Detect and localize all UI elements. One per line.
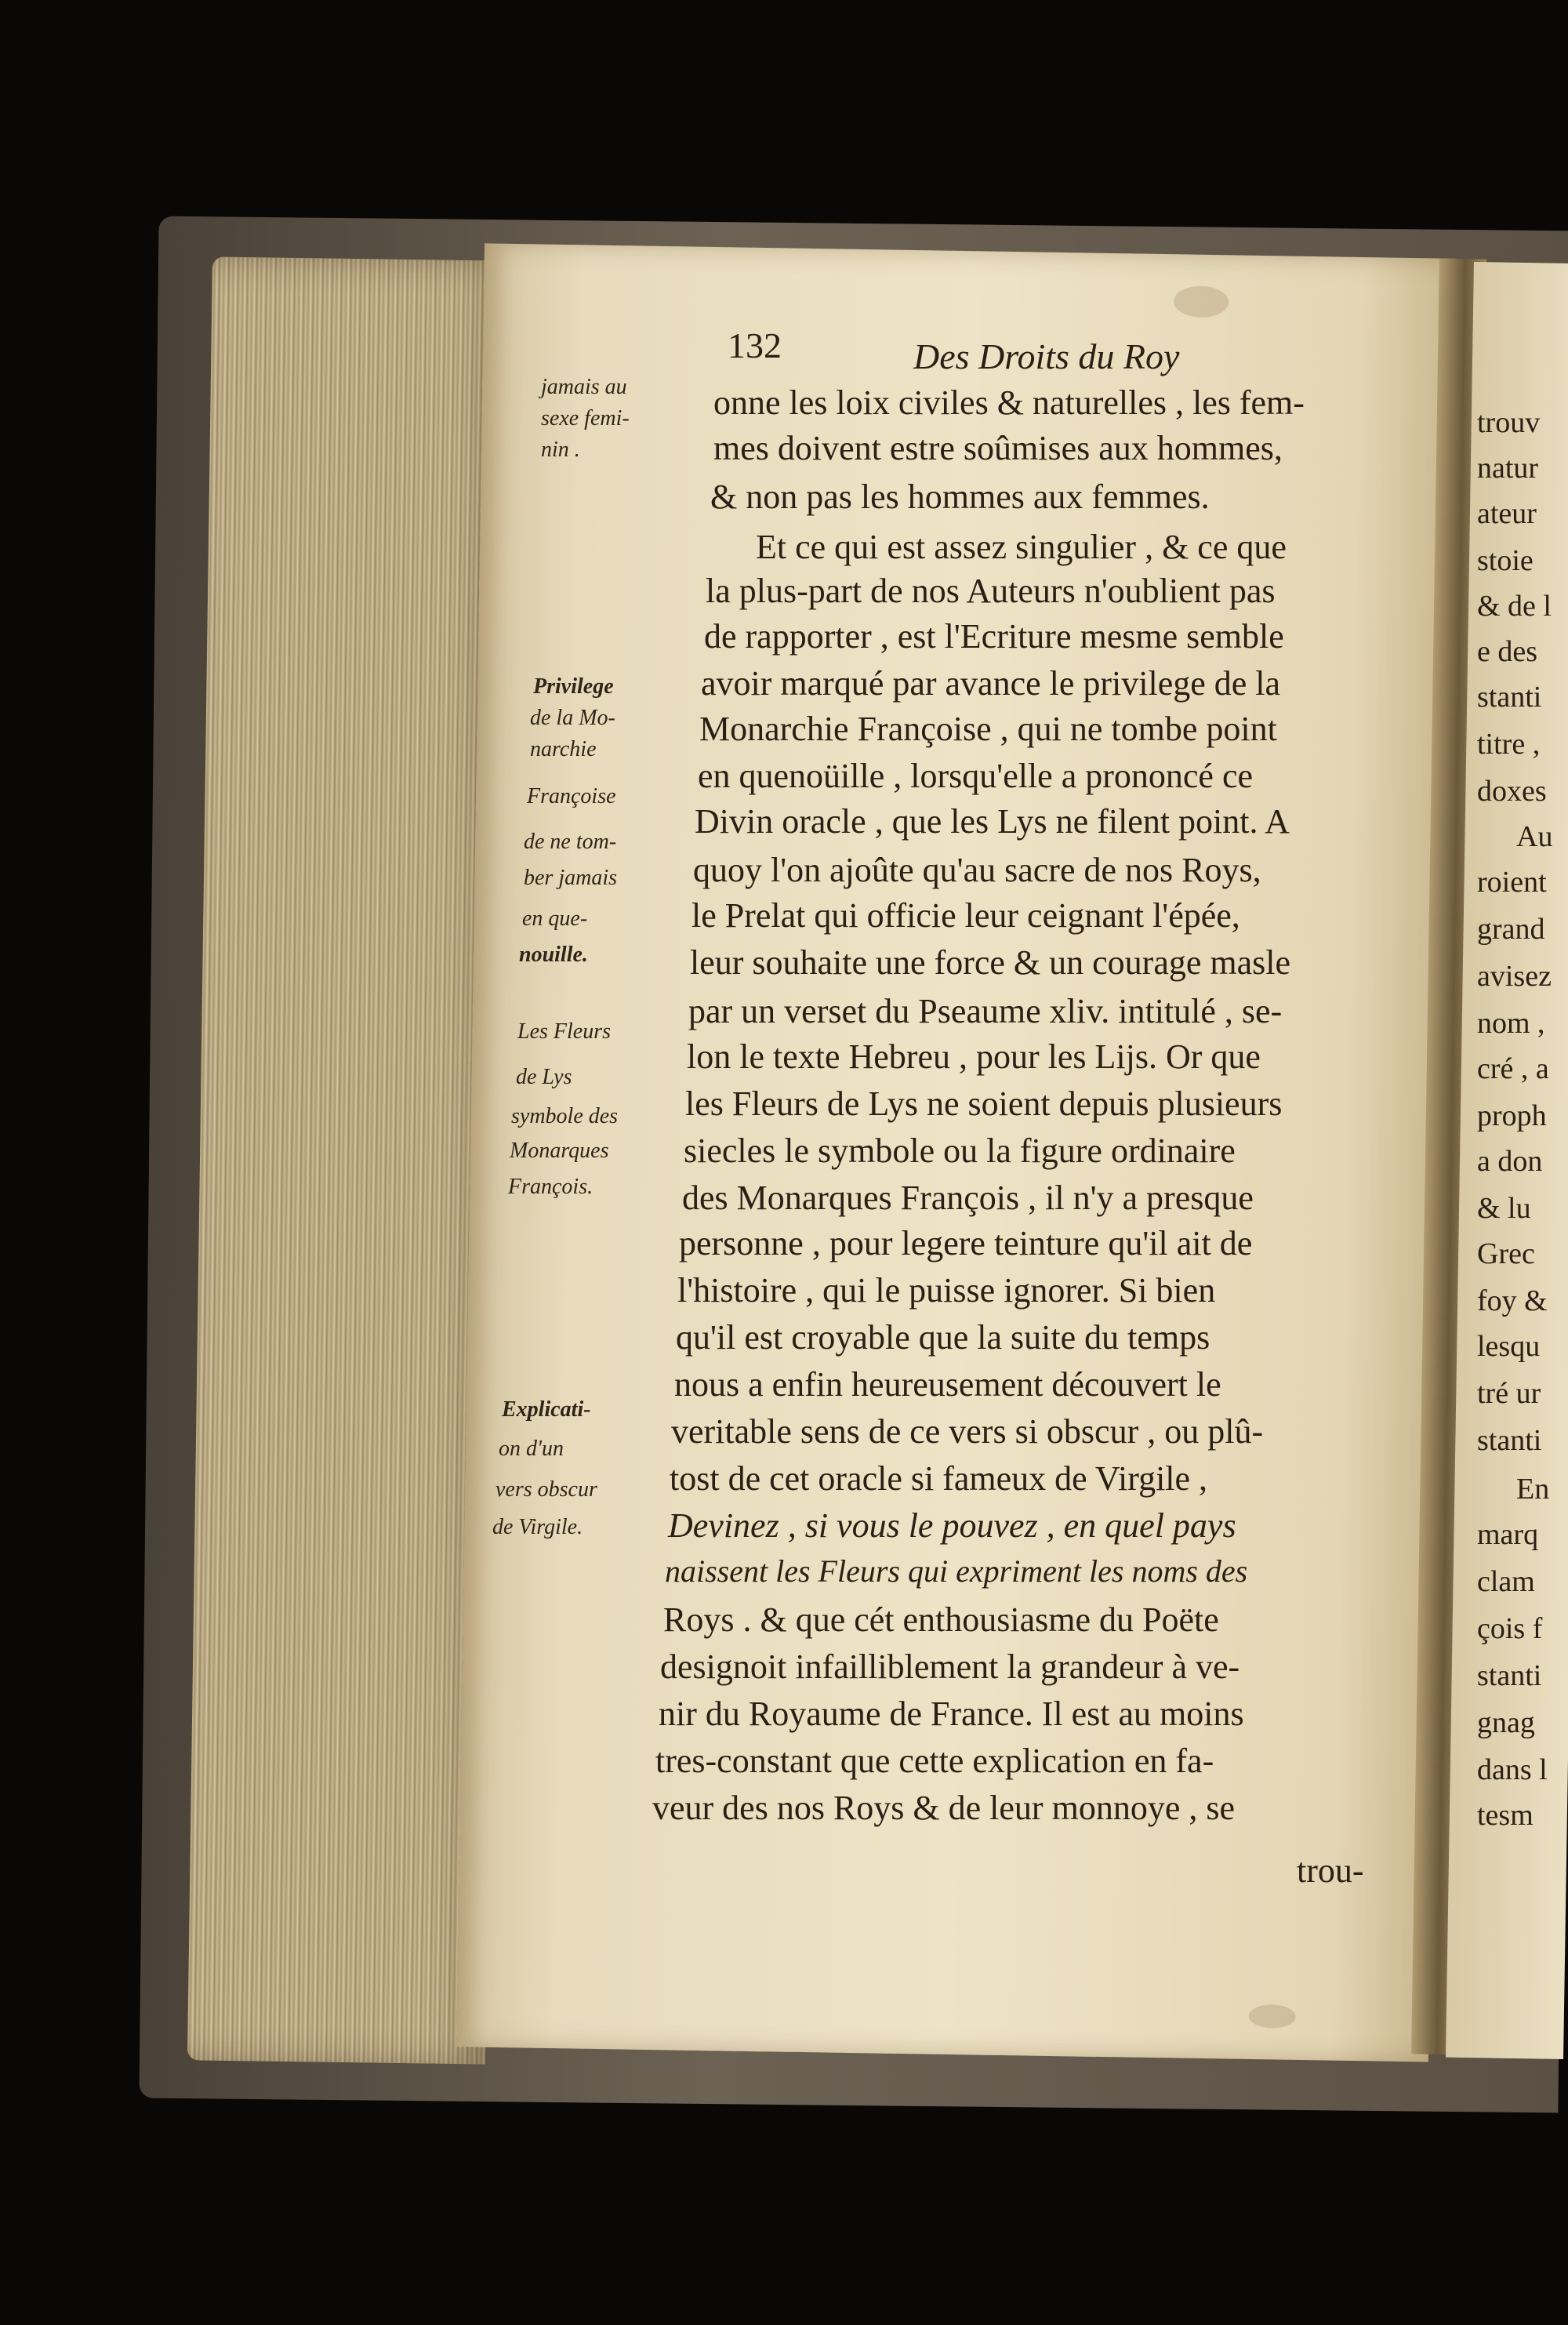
facing-line: ateur [1477,497,1537,530]
facing-line: tesm [1477,1799,1534,1832]
body-line: Roys . & que cét enthousiasme du Poëte [663,1600,1219,1639]
body-line: la plus-part de nos Auteurs n'oublient pas [706,572,1276,610]
body-line: qu'il est croyable que la suite du temps [676,1318,1210,1357]
body-line: en quenoüille , lorsqu'elle a prononcé ce [698,757,1253,795]
page-number: 132 [728,325,782,365]
body-line: siecles le symbole ou la figure ordinaire [684,1132,1236,1170]
facing-line: & de l [1477,590,1552,623]
body-line: les Fleurs de Lys ne soient depuis plusieurs [685,1084,1283,1123]
facing-line: tré ur [1477,1377,1541,1410]
body-line: designoit infailliblement la grandeur à ve- [660,1647,1240,1686]
margin-note-line: Les Fleurs [517,1019,611,1044]
facing-line: lesqu [1477,1330,1541,1363]
facing-line: stanti [1477,1659,1542,1692]
margin-note-line: nin . [541,438,580,462]
catchword: trou- [1297,1851,1364,1890]
foxing-spot [1174,285,1229,318]
margin-note-line: ber jamais [524,866,617,890]
margin-note-line: en que- [522,906,588,931]
facing-line: titre , [1477,728,1541,761]
margin-note-line: de la Mo- [530,706,615,730]
body-line: Et ce qui est assez singulier , & ce que [756,528,1287,566]
margin-note-line: de Lys [516,1065,572,1089]
margin-note-line: vers obscur [495,1477,597,1502]
facing-line: Au [1516,820,1553,853]
facing-line: e des [1477,635,1538,668]
facing-line: nom , [1477,1007,1545,1040]
margin-note-line: Françoise [527,784,616,808]
body-line: nir du Royaume de France. Il est au moins [659,1695,1244,1733]
facing-line: a don [1477,1145,1543,1178]
margin-note-line: de ne tom- [524,830,617,854]
body-line: tost de cet oracle si fameux de Virgile , [670,1459,1208,1498]
body-line: lon le texte Hebreu , pour les Lijs. Or que [687,1037,1261,1076]
margin-note-line: Privilege [533,674,614,699]
body-line: leur souhaite une force & un courage masle [690,943,1291,982]
body-line: de rapporter , est l'Ecriture mesme semble [704,617,1284,656]
body-line: veur des nos Roys & de leur monnoye , se [652,1789,1235,1827]
facing-line: çois f [1477,1612,1543,1645]
facing-line: & lu [1477,1192,1531,1225]
body-line: personne , pour legere teinture qu'il ait de [679,1224,1253,1262]
body-line: tres-constant que cette explication en fa- [655,1742,1214,1780]
facing-line: stanti [1477,681,1542,714]
body-line: l'histoire , qui le puisse ignorer. Si bien [677,1271,1216,1310]
facing-line: Grec [1477,1237,1535,1270]
facing-line: cré , a [1477,1052,1549,1085]
margin-note-line: Monarques [510,1139,609,1163]
body-line: par un verset du Pseaume xliv. intitulé , se- [688,992,1283,1030]
margin-note-line: symbole des [511,1104,619,1128]
facing-line: stoie [1477,544,1534,577]
margin-note-line: Explicati- [502,1397,591,1422]
facing-line: avisez [1477,960,1552,993]
body-line: quoy l'on ajoûte qu'au sacre de nos Roys, [693,851,1261,889]
facing-line: dans l [1477,1753,1548,1786]
facing-line: marq [1477,1518,1539,1551]
body-line: mes doivent estre soûmises aux hommes, [713,429,1283,467]
facing-line: proph [1477,1099,1547,1132]
facing-line: stanti [1477,1424,1542,1457]
body-line: des Monarques François , il n'y a presque [682,1179,1254,1217]
body-line: & non pas les hommes aux femmes. [710,478,1210,516]
facing-line: natur [1477,452,1539,485]
facing-line: foy & [1477,1284,1548,1317]
margin-note-line: François. [508,1175,593,1199]
facing-line: doxes [1477,775,1547,808]
margin-note-line: de Virgile. [492,1515,583,1539]
body-line: onne les loix civiles & naturelles , les fem- [713,383,1305,422]
body-line: Divin oracle , que les Lys ne filent point. A [695,802,1290,841]
margin-note-line: nouille. [519,943,588,967]
facing-line: grand [1477,913,1545,946]
margin-note-line: narchie [530,737,597,761]
margin-note-line: on d'un [499,1437,564,1461]
running-title: Des Droits du Roy [913,336,1180,376]
body-line: nous a enfin heureusement découvert le [674,1365,1221,1404]
body-line: naissent les Fleurs qui expriment les noms des [665,1553,1248,1589]
facing-line: trouv [1477,406,1541,439]
body-line: Monarchie Françoise , qui ne tombe point [699,710,1277,748]
foxing-spot [1249,2004,1296,2029]
body-line: le Prelat qui officie leur ceignant l'épée, [691,896,1240,935]
facing-line: clam [1477,1565,1535,1598]
body-line: avoir marqué par avance le privilege de la [701,664,1281,703]
facing-line: roient [1477,866,1547,899]
margin-note-line: sexe femi- [541,406,630,430]
facing-line: En [1516,1473,1550,1506]
body-line: veritable sens de ce vers si obscur , ou plû- [671,1412,1264,1451]
body-line: Devinez , si vous le pouvez , en quel pays [668,1506,1236,1545]
facing-line: gnag [1477,1706,1535,1739]
margin-note-line: jamais au [541,375,627,399]
